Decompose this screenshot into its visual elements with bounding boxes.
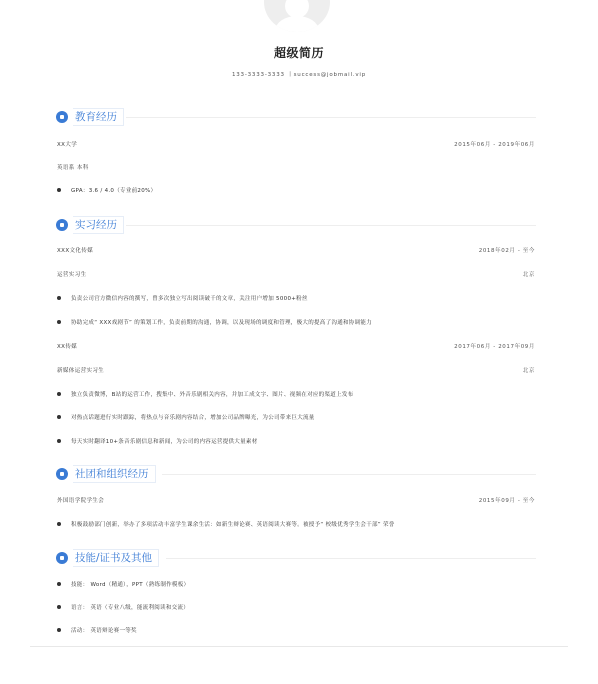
list-item: 独立负责微博，B站的运营工作，搜集中、外音乐剧相关内容，并加工成文字、图片、视频在对应的渠道上发布 — [57, 390, 535, 398]
list-item: GPA：3.6 / 4.0（专业前20%） — [57, 186, 535, 194]
internship-org: XX传媒 — [57, 344, 78, 350]
clubs-org: 外国语学院学生会 — [57, 498, 105, 504]
bullet-dot-icon — [57, 296, 61, 300]
bullet-dot-icon — [57, 415, 61, 419]
resume-name: 超级简历 — [273, 46, 324, 60]
internship-date: 2018年02月 - 至今 — [478, 248, 535, 254]
list-item: 活动： 英语辩论赛一等奖 — [57, 626, 535, 634]
section-internship-title: 实习经历 — [73, 216, 124, 234]
education-role-row — [57, 163, 535, 171]
clubs-date: 2015年09月 - 至今 — [478, 498, 535, 504]
bullet-dot-icon — [57, 439, 61, 443]
section-education-title: 教育经历 — [73, 108, 124, 126]
education-org: XX大学 — [57, 142, 78, 148]
section-clubs-title: 社团和组织经历 — [73, 465, 156, 483]
bullet-dot-icon — [57, 188, 61, 192]
internship-role: 新媒体运营实习生 — [57, 368, 105, 374]
section-skills-title: 技能/证书及其他 — [73, 549, 159, 567]
internship-date: 2017年06月 - 2017年09月 — [454, 344, 535, 350]
avatar — [264, 0, 330, 32]
section-education-header — [56, 108, 124, 126]
internship-role-row — [57, 270, 535, 278]
graduation-icon — [56, 111, 68, 123]
list-item: 协助完成“ XXX戏剧节” 的策划工作，负责前期的沟通，协调，以及现场的调度和管理，极大的提高了沟通和协调能力 — [57, 318, 535, 326]
internship-location: 北京 — [522, 368, 535, 374]
contact-info: 133-3333-3333 丨success@jobmail.vip — [231, 72, 367, 78]
internship-entry-header — [57, 342, 535, 350]
bullet-dot-icon — [57, 320, 61, 324]
section-divider — [162, 474, 536, 475]
avatar-body-icon — [275, 16, 319, 32]
section-divider — [126, 117, 536, 118]
list-item: 语言： 英语（专业八级，能流利阅读和交流） — [57, 603, 535, 611]
clubs-entry-header — [57, 496, 535, 504]
bullet-dot-icon — [57, 582, 61, 586]
section-internship-header — [56, 216, 124, 234]
education-role: 英语系 本科 — [57, 165, 89, 171]
internship-org: XXX文化传媒 — [57, 248, 94, 254]
education-date: 2015年06月 - 2019年06月 — [454, 142, 535, 148]
list-item: 技能： Word（精通），PPT（熟练制作模板） — [57, 580, 535, 588]
section-divider — [166, 558, 536, 559]
internship-role: 运营实习生 — [57, 272, 87, 278]
bullet-dot-icon — [57, 392, 61, 396]
bullet-dot-icon — [57, 628, 61, 632]
section-clubs-header — [56, 465, 156, 483]
briefcase-icon — [56, 219, 68, 231]
internship-location: 北京 — [522, 272, 535, 278]
list-item: 积极鼓励部门创新，举办了多项活动丰富学生课余生活：如新生辩论赛、英语阅读大赛等。被授予“ 校级优秀学生会干部” 荣誉 — [57, 520, 535, 528]
section-divider — [126, 225, 536, 226]
internship-entry-header — [57, 246, 535, 254]
list-item: 对热点话题进行实时跟踪，将热点与音乐剧内容结合，增加公司品牌曝光，为公司带来巨大流量 — [57, 413, 535, 421]
group-icon — [56, 468, 68, 480]
list-item: 负责公司官方微信内容的撰写，曾多次独立写出阅读破千的文章，关注用户增加 5000+粉丝 — [57, 294, 535, 302]
list-item: 每天实时翻译10+条音乐剧信息和新闻，为公司的内容运营提供大量素材 — [57, 437, 535, 445]
section-skills-header — [56, 549, 159, 567]
education-entry-header — [57, 140, 535, 148]
bullet-dot-icon — [57, 522, 61, 526]
bullet-dot-icon — [57, 605, 61, 609]
star-icon — [56, 552, 68, 564]
page-bottom-divider — [30, 646, 568, 647]
internship-role-row — [57, 366, 535, 374]
